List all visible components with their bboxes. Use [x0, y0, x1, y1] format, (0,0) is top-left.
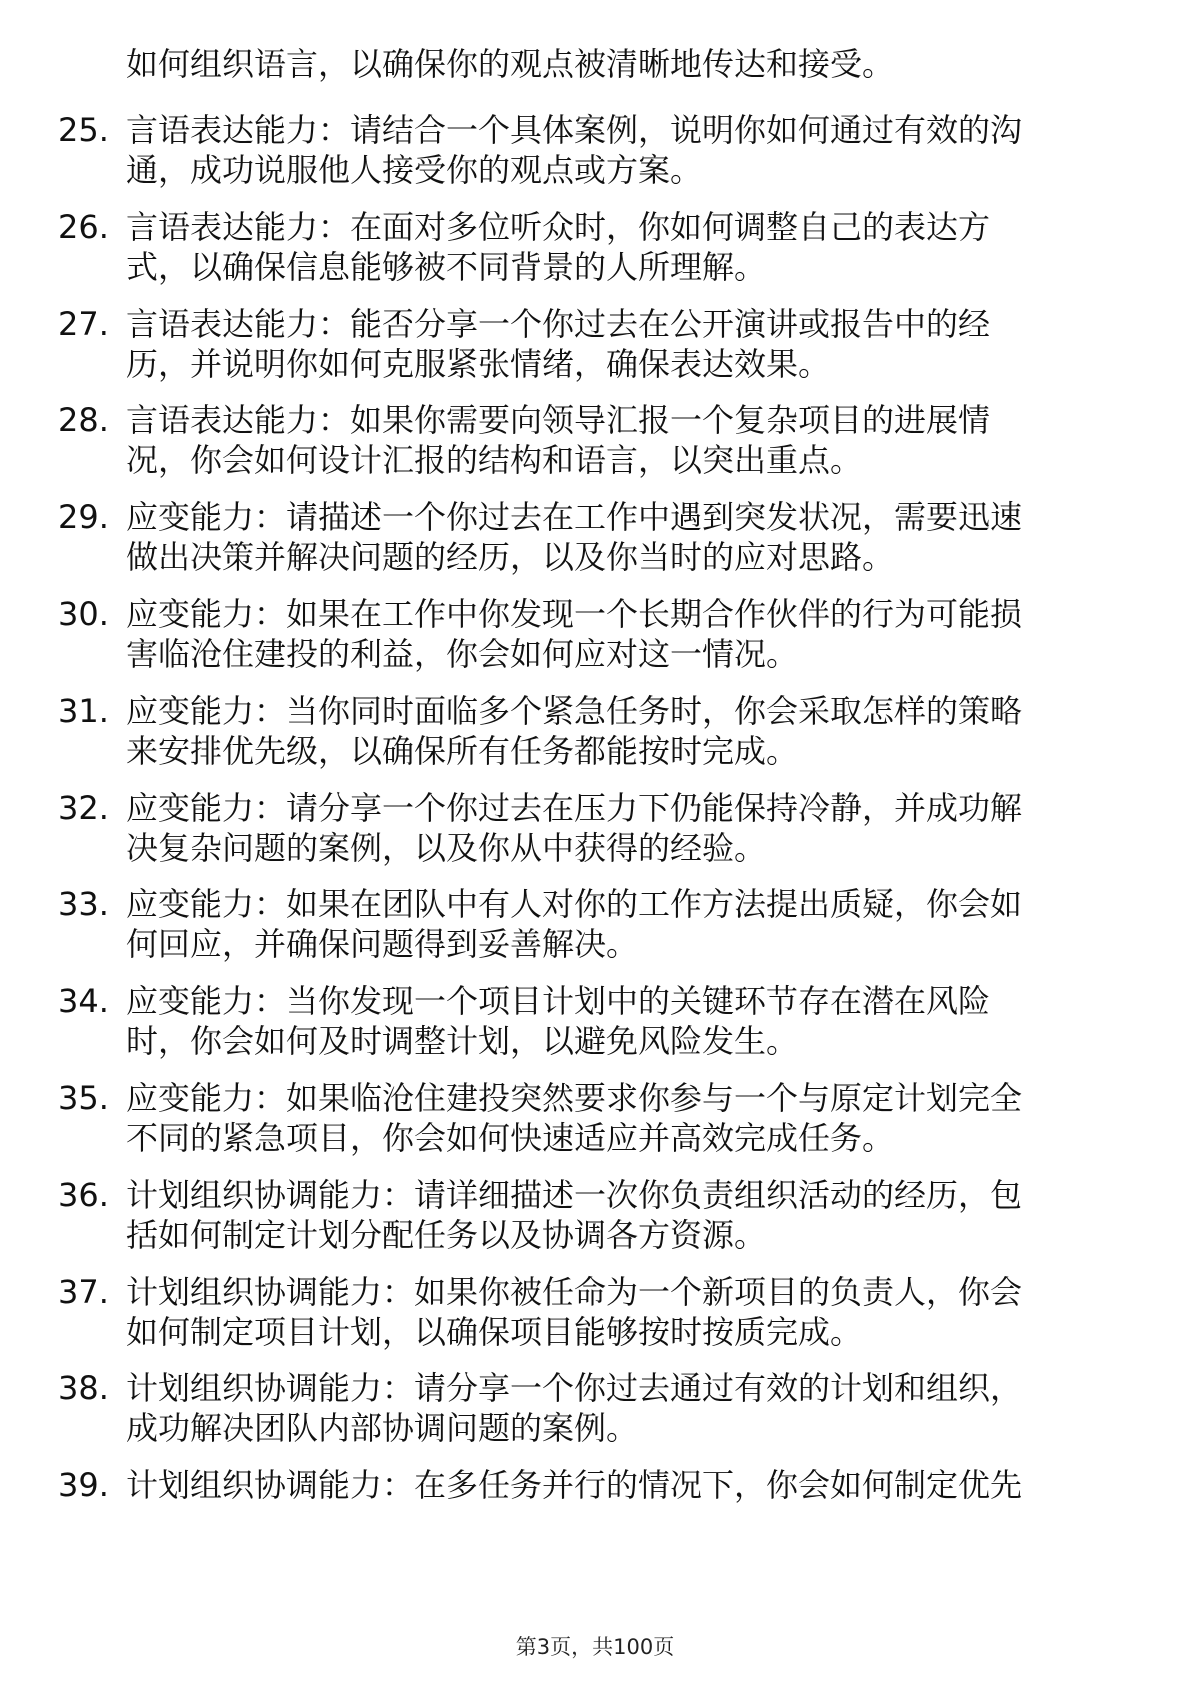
question-text-line: 应变能力：如果临沧住建投突然要求你参与一个与原定计划完全 [126, 1079, 1023, 1117]
question-text-line: 计划组织协调能力：请详细描述一次你负责组织活动的经历，包 [126, 1175, 1023, 1214]
question-number: 37. [58, 1272, 109, 1311]
question-number: 34. [58, 982, 109, 1021]
question-number: 26. [58, 207, 109, 246]
question-text-line: 计划组织协调能力：请分享一个你过去通过有效的计划和组织， [126, 1369, 1023, 1408]
question-text-line: 应变能力：如果在团队中有人对你的工作方法提出质疑，你会如 [126, 885, 1023, 924]
question-text-line: 应变能力：请描述一个你过去在工作中遇到突发状况，需要迅速 [126, 498, 1023, 537]
question-text-line: 时，你会如何及时调整计划，以避免风险发生。 [126, 1022, 799, 1061]
question-text-line: 应变能力：当你发现一个项目计划中的关键环节存在潜在风险 [126, 982, 991, 1021]
question-text-line: 应变能力：请分享一个你过去在压力下仍能保持冷静，并成功解 [126, 788, 1023, 827]
question-number: 28. [58, 401, 109, 440]
question-text-line: 应变能力：当你同时面临多个紧急任务时，你会采取怎样的策略 [126, 691, 1023, 730]
question-text-line: 况，你会如何设计汇报的结构和语言，以突出重点。 [126, 441, 863, 480]
question-text-line: 何回应，并确保问题得到妥善解决。 [126, 925, 639, 964]
question-text-line: 不同的紧急项目，你会如何快速适应并高效完成任务。 [126, 1119, 895, 1157]
question-number: 38. [58, 1369, 109, 1408]
question-text-line: 言语表达能力：在面对多位听众时，你如何调整自己的表达方 [126, 207, 991, 246]
question-number: 31. [58, 691, 109, 730]
question-number: 25. [58, 111, 109, 149]
question-text-line: 式，以确保信息能够被不同背景的人所理解。 [126, 247, 767, 286]
question-number: 32. [58, 788, 109, 827]
question-text-line: 言语表达能力：请结合一个具体案例，说明你如何通过有效的沟 [126, 111, 1023, 149]
question-text-line: 如何制定项目计划，以确保项目能够按时按质完成。 [126, 1312, 863, 1351]
question-number: 33. [58, 885, 109, 924]
question-number: 36. [58, 1175, 109, 1214]
question-text-line: 害临沧住建投的利益，你会如何应对这一情况。 [126, 635, 799, 673]
question-text-line: 通，成功说服他人接受你的观点或方案。 [126, 151, 703, 189]
question-text-line: 计划组织协调能力：如果你被任命为一个新项目的负责人，你会 [126, 1272, 1023, 1311]
page-footer: 第3页，共100页 [515, 1635, 675, 1659]
question-number: 30. [58, 595, 109, 633]
question-text-line: 成功解决团队内部协调问题的案例。 [126, 1409, 639, 1448]
question-text-line: 来安排优先级，以确保所有任务都能按时完成。 [126, 731, 799, 770]
question-number: 27. [58, 304, 109, 343]
question-text-line: 决复杂问题的案例，以及你从中获得的经验。 [126, 828, 767, 867]
question-text-line: 历，并说明你如何克服紧张情绪，确保表达效果。 [126, 344, 831, 383]
question-number: 35. [58, 1079, 109, 1117]
question-text-line: 言语表达能力：能否分享一个你过去在公开演讲或报告中的经 [126, 304, 991, 343]
question-number: 29. [58, 498, 109, 537]
question-text-line: 应变能力：如果在工作中你发现一个长期合作伙伴的行为可能损 [126, 595, 1023, 633]
question-text-line: 括如何制定计划分配任务以及协调各方资源。 [126, 1215, 767, 1254]
question-text-line: 做出决策并解决问题的经历，以及你当时的应对思路。 [126, 538, 895, 577]
continued-question-line: 如何组织语言，以确保你的观点被清晰地传达和接受。 [126, 45, 895, 83]
question-text-line: 言语表达能力：如果你需要向领导汇报一个复杂项目的进展情 [126, 401, 991, 440]
question-text-line: 计划组织协调能力：在多任务并行的情况下，你会如何制定优先 [126, 1466, 1023, 1505]
question-number: 39. [58, 1466, 109, 1505]
